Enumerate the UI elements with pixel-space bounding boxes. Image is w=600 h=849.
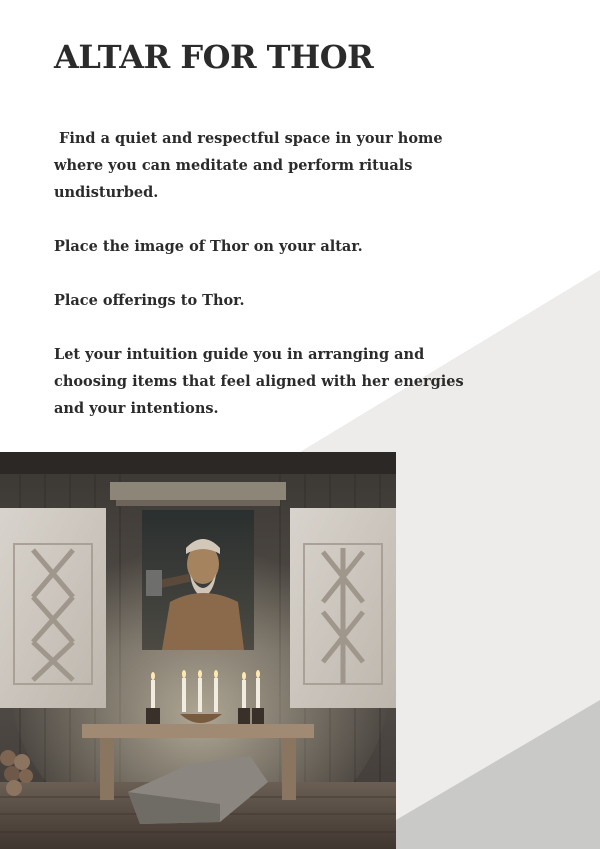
paragraph-find-space: Find a quiet and respectful space in your home where you can meditate and perform rituals undisturbed.: [54, 130, 443, 201]
paragraph-place-image: Place the image of Thor on your altar.: [54, 238, 363, 255]
page-title: ALTAR FOR THOR: [54, 38, 374, 76]
paragraph-place-offerings: Place offerings to Thor.: [54, 292, 245, 309]
paragraph-intuition: Let your intuition guide you in arranging and choosing items that feel aligned with her energies and your intentions.: [54, 346, 464, 417]
instructions-text: [54, 125, 494, 449]
altar-photo: [0, 452, 396, 849]
